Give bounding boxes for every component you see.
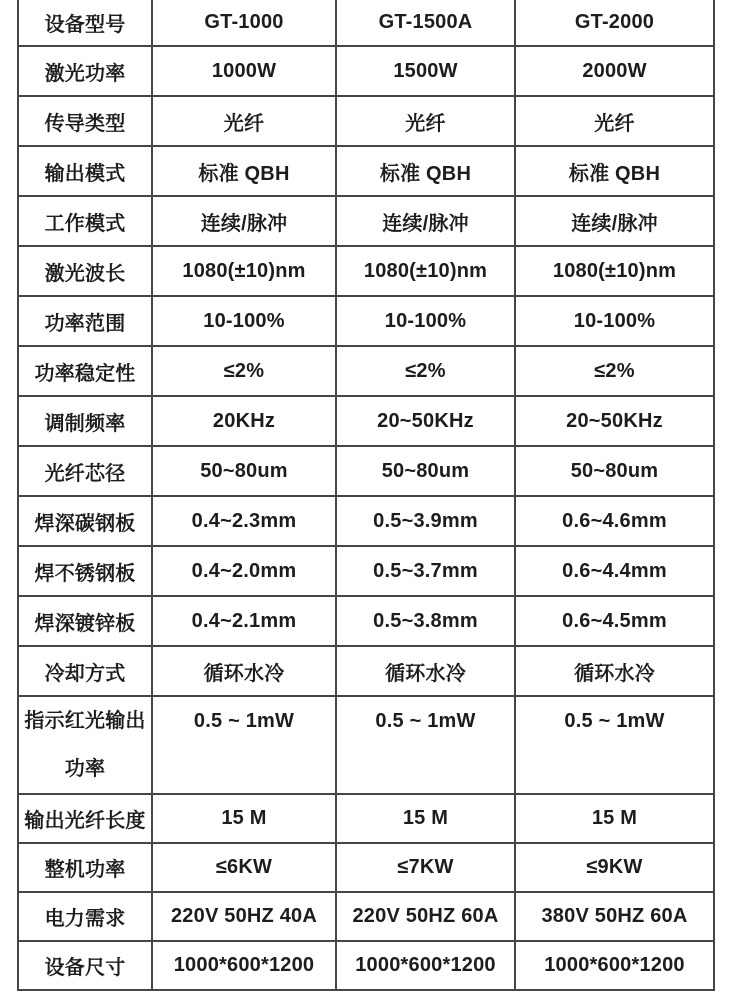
spec-table [17,0,715,991]
spec-table-container [17,0,715,991]
table-row [18,546,714,596]
spec-value: 连续/脉冲 [515,196,714,246]
spec-value: 循环水冷 [152,646,336,696]
spec-value: 1500W [336,46,515,96]
row-label: 调制频率 [18,396,152,446]
row-label: 工作模式 [18,196,152,246]
table-row [18,446,714,496]
row-label: 焊深镀锌板 [18,596,152,646]
row-label: 激光功率 [18,46,152,96]
spec-value: 0.5 ~ 1mW [515,696,714,794]
row-label: 激光波长 [18,246,152,296]
spec-value: 连续/脉冲 [336,196,515,246]
spec-value: 10-100% [515,296,714,346]
table-row [18,396,714,446]
spec-value: 光纤 [515,96,714,146]
row-label: 整机功率 [18,843,152,892]
spec-value: 50~80um [336,446,515,496]
row-label: 电力需求 [18,892,152,941]
spec-value: 0.6~4.5mm [515,596,714,646]
spec-value: 20KHz [152,396,336,446]
spec-value: 1080(±10)nm [515,246,714,296]
spec-value: 0.6~4.6mm [515,496,714,546]
row-label: 设备型号 [18,0,152,46]
table-row [18,496,714,546]
table-row [18,696,714,794]
spec-value: 15 M [152,794,336,843]
table-row [18,246,714,296]
row-label: 功率范围 [18,296,152,346]
spec-value: 标准 QBH [515,146,714,196]
table-row [18,0,714,46]
row-label: 冷却方式 [18,646,152,696]
spec-value: 0.5~3.8mm [336,596,515,646]
row-label: 指示红光输出 功率 [18,696,152,794]
spec-value: 15 M [515,794,714,843]
spec-value: 220V 50HZ 40A [152,892,336,941]
spec-value: ≤2% [336,346,515,396]
spec-value: ≤2% [515,346,714,396]
spec-value: 0.4~2.0mm [152,546,336,596]
spec-value: 0.5~3.9mm [336,496,515,546]
spec-value: 0.5 ~ 1mW [152,696,336,794]
spec-value: 光纤 [336,96,515,146]
spec-value: 标准 QBH [336,146,515,196]
spec-value: ≤2% [152,346,336,396]
spec-value: 20~50KHz [515,396,714,446]
spec-value: 0.6~4.4mm [515,546,714,596]
spec-value: GT-2000 [515,0,714,46]
spec-value: ≤9KW [515,843,714,892]
spec-value: 循环水冷 [336,646,515,696]
spec-value: ≤6KW [152,843,336,892]
spec-value: 50~80um [515,446,714,496]
spec-value: 15 M [336,794,515,843]
table-row [18,296,714,346]
row-label: 输出光纤长度 [18,794,152,843]
row-label: 功率稳定性 [18,346,152,396]
spec-value: 0.4~2.3mm [152,496,336,546]
spec-value: 20~50KHz [336,396,515,446]
spec-value: GT-1500A [336,0,515,46]
spec-value: 1000*600*1200 [336,941,515,990]
spec-value: ≤7KW [336,843,515,892]
spec-value: 光纤 [152,96,336,146]
spec-value: 10-100% [152,296,336,346]
table-row [18,892,714,941]
table-row [18,843,714,892]
row-label: 传导类型 [18,96,152,146]
spec-value: 1080(±10)nm [152,246,336,296]
row-label: 输出模式 [18,146,152,196]
row-label: 光纤芯径 [18,446,152,496]
spec-value: 连续/脉冲 [152,196,336,246]
spec-value: 1080(±10)nm [336,246,515,296]
spec-value: 标准 QBH [152,146,336,196]
table-row [18,346,714,396]
spec-value: 1000W [152,46,336,96]
spec-value: 0.4~2.1mm [152,596,336,646]
table-row [18,146,714,196]
table-row [18,96,714,146]
table-row [18,941,714,990]
spec-value: 380V 50HZ 60A [515,892,714,941]
table-row [18,646,714,696]
spec-value: 1000*600*1200 [515,941,714,990]
spec-value: 0.5~3.7mm [336,546,515,596]
table-row [18,794,714,843]
spec-value: 2000W [515,46,714,96]
row-label: 焊不锈钢板 [18,546,152,596]
table-row [18,46,714,96]
spec-value: 0.5 ~ 1mW [336,696,515,794]
row-label: 焊深碳钢板 [18,496,152,546]
spec-value: GT-1000 [152,0,336,46]
spec-value: 50~80um [152,446,336,496]
spec-value: 10-100% [336,296,515,346]
table-row [18,196,714,246]
row-label: 设备尺寸 [18,941,152,990]
table-row [18,596,714,646]
spec-value: 220V 50HZ 60A [336,892,515,941]
spec-value: 循环水冷 [515,646,714,696]
spec-value: 1000*600*1200 [152,941,336,990]
